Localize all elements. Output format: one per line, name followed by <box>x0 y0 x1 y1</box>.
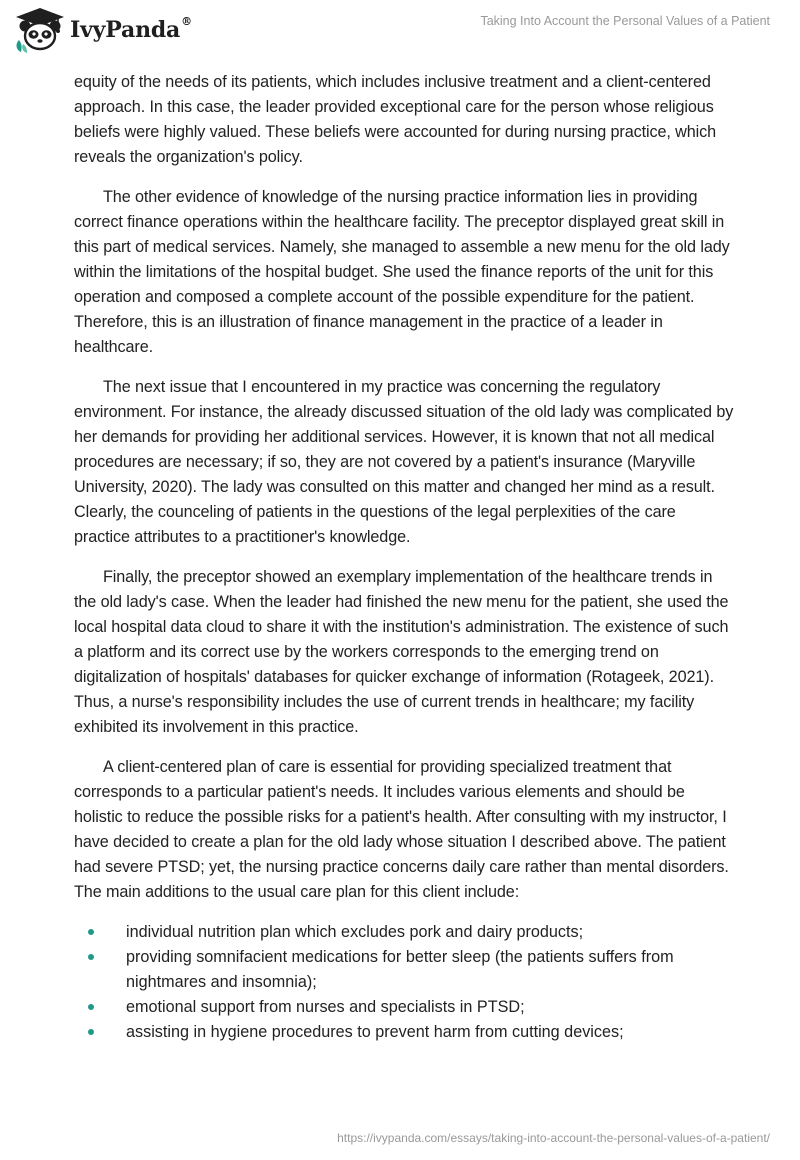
logo-wordmark: IvyPanda® <box>70 15 192 43</box>
essay-body <box>74 70 734 1045</box>
source-url-link[interactable]: https://ivypanda.com/essays/taking-into-account-the-personal-values-of-a-patient/ <box>337 1131 770 1145</box>
list-item-text: emotional support from nurses and specialists in PTSD; <box>126 998 525 1016</box>
list-item-text: assisting in hygiene procedures to prevent harm from cutting devices; <box>126 1023 624 1041</box>
bullet-icon <box>88 954 94 960</box>
bullet-icon <box>88 929 94 935</box>
paragraph: equity of the needs of its patients, which includes inclusive treatment and a client-centered approach. In this case, the leader provided exceptional care for the person whose religious beliefs were highly valued. These beliefs were accounted for during nursing practice, which reveals the organization's policy. <box>74 73 717 166</box>
bullet-icon <box>88 1004 94 1010</box>
list-item-text: individual nutrition plan which excludes pork and dairy products; <box>126 923 584 941</box>
list-item <box>74 995 734 1020</box>
page-header <box>0 0 800 60</box>
paragraph: A client-centered plan of care is essential for providing specialized treatment that corresponds to a particular patient's needs. It includes various elements and should be holistic to reduce the possible risks for a patient's health. After consulting with my instructor, I have decided to create a plan for the old lady whose situation I described above. The patient had severe PTSD; yet, the nursing practice concerns daily care rather than mental disorders. The main additions to the usual care plan for this client include: <box>74 758 729 901</box>
ivypanda-logo[interactable] <box>14 6 192 54</box>
list-item-text: providing somnifacient medications for better sleep (the patients suffers from nightmares and insomnia); <box>126 948 674 991</box>
bullet-icon <box>88 1029 94 1035</box>
care-plan-list <box>74 920 734 1045</box>
graduation-panda-icon <box>14 6 66 54</box>
list-item <box>74 920 734 945</box>
paragraph: The other evidence of knowledge of the nursing practice information lies in providing correct finance operations within the healthcare facility. The preceptor displayed great skill in this part of medical services. Namely, she managed to assemble a new menu for the old lady within the limitations of the hospital budget. She used the finance reports of the unit for this operation and composed a complete account of the possible expenditure for the patient. Therefore, this is an illustration of finance management in the practice of a leader in healthcare. <box>74 188 730 356</box>
paragraph: Finally, the preceptor showed an exemplary implementation of the healthcare trends in the old lady's case. When the leader had finished the new menu for the patient, she used the local hospital data cloud to share it with the institution's administration. The existence of such a platform and its correct use by the workers corresponds to the emerging trend on digitalization of hospitals' databases for quicker exchange of information (Rotageek, 2021). Thus, a nurse's responsibility includes the use of current trends in healthcare; my facility exhibited its involvement in this practice. <box>74 568 729 736</box>
list-item <box>74 945 734 995</box>
paragraph: The next issue that I encountered in my practice was concerning the regulatory environment. For instance, the already discussed situation of the old lady was complicated by her demands for providing her additional services. However, it is known that not all medical procedures are necessary; if so, they are not covered by a patient's insurance (Maryville University, 2020). The lady was consulted on this matter and changed her mind as a result. Clearly, the counceling of patients in the questions of the legal perplexities of the care practice attributes to a practitioner's knowledge. <box>74 378 734 546</box>
page-title: Taking Into Account the Personal Values of a Patient <box>480 14 770 28</box>
list-item <box>74 1020 734 1045</box>
